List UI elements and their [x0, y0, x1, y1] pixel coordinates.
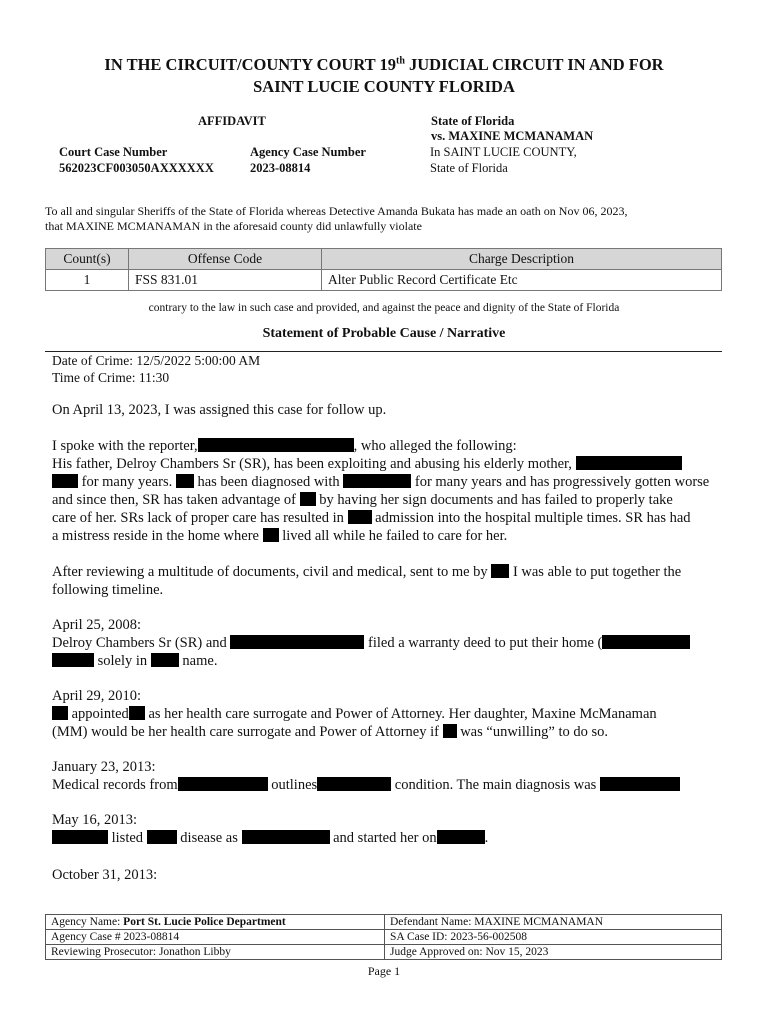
time-of-crime: Time of Crime: 11:30: [52, 370, 170, 385]
charges-table: [45, 248, 722, 291]
redaction: [242, 830, 330, 844]
table-row: [46, 915, 722, 930]
offense-code-header: Offense Code: [129, 249, 322, 270]
section-divider: [45, 351, 722, 352]
affidavit-label: AFFIDAVIT: [198, 114, 266, 128]
timeline-2008-line1: Delroy Chambers Sr (SR) and filed a warranty deed to put their home (: [52, 634, 690, 653]
narrative-p2-line5: care of her. SRs lack of proper care has resulted in admission into the hospital multiple times. SR has had: [52, 510, 691, 526]
state-line1: State of Florida: [431, 114, 515, 128]
timeline-2013-may-line1: listed disease as and started her on .: [52, 829, 488, 848]
section-title: Statement of Probable Cause / Narrative: [262, 326, 506, 341]
redaction: [443, 724, 457, 738]
date-of-crime: Date of Crime: 12/5/2022 5:00:00 AM: [52, 353, 261, 368]
timeline-date-2013-may: May 16, 2013:: [52, 812, 137, 828]
narrative-p2-line6: a mistress reside in the home where lived all while he failed to care for her.: [52, 528, 508, 544]
table-row: [46, 945, 722, 960]
charge-description-cell: Alter Public Record Certificate Etc: [322, 270, 722, 291]
timeline-date-2008: April 25, 2008:: [52, 617, 142, 633]
timeline-date-2010: April 29, 2010:: [52, 688, 142, 704]
state-line3: In SAINT LUCIE COUNTY,: [430, 145, 577, 159]
redaction: [129, 706, 145, 720]
judge-approved-cell: Judge Approved on: Nov 15, 2023: [385, 945, 722, 960]
redaction: [176, 474, 194, 488]
table-row: [46, 930, 722, 945]
table-row: [46, 270, 722, 291]
redaction: [178, 777, 268, 791]
intro-line1: To all and singular Sheriffs of the State of Florida whereas Detective Amanda Bukata has made an oath on Nov 06, 2023,: [45, 204, 628, 218]
court-case-label: Court Case Number: [59, 145, 168, 159]
narrative-p3-line1: After reviewing a multitude of documents, civil and medical, sent to me by I was able to put together the: [52, 564, 682, 580]
contrary-text: contrary to the law in such case and provided, and against the peace and dignity of the State of Florida: [148, 302, 620, 314]
redaction: [576, 456, 682, 470]
timeline-date-2013-oct: October 31, 2013:: [52, 867, 158, 883]
narrative-p2-line2: His father, Delroy Chambers Sr (SR), has been exploiting and abusing his elderly mother,: [52, 455, 682, 474]
narrative-p2-line4: and since then, SR has taken advantage of by having her sign documents and has failed to properly take: [52, 492, 673, 508]
agency-case-cell: Agency Case # 2023-08814: [46, 930, 385, 945]
timeline-2013-jan-line1: Medical records from outlines condition. The main diagnosis was: [52, 776, 680, 795]
agency-name-cell: Agency Name: Port St. Lucie Police Department: [46, 915, 385, 930]
timeline-2010-line1: appointed as her health care surrogate and Power of Attorney. Her daughter, Maxine McManaman: [52, 705, 657, 724]
redaction: [491, 564, 509, 578]
redaction: [602, 635, 690, 649]
redaction: [263, 528, 279, 542]
count-cell: 1: [46, 270, 129, 291]
agency-case-label: Agency Case Number: [250, 145, 366, 159]
state-line4: State of Florida: [430, 161, 508, 175]
court-title: IN THE CIRCUIT/COUNTY COURT 19th JUDICIAL CIRCUIT IN AND FOR: [104, 55, 664, 74]
narrative-p1: On April 13, 2023, I was assigned this case for follow up.: [52, 402, 387, 418]
redaction: [52, 830, 108, 844]
court-title-line2: SAINT LUCIE COUNTY FLORIDA: [253, 77, 515, 96]
state-line2: vs. MAXINE MCMANAMAN: [431, 129, 594, 143]
court-case-number: 562023CF003050AXXXXXX: [59, 161, 214, 175]
redaction: [600, 777, 680, 791]
prosecutor-cell: Reviewing Prosecutor: Jonathon Libby: [46, 945, 385, 960]
redaction: [198, 438, 354, 452]
defendant-name-cell: Defendant Name: MAXINE MCMANAMAN: [385, 915, 722, 930]
redaction: [52, 653, 94, 667]
footer-table: [45, 914, 722, 960]
agency-case-number: 2023-08814: [250, 161, 311, 175]
redaction: [343, 474, 411, 488]
redaction: [151, 653, 179, 667]
timeline-2008-line2: solely in name.: [52, 652, 217, 671]
redaction: [230, 635, 364, 649]
intro-line2: that MAXINE MCMANAMAN in the aforesaid county did unlawfully violate: [45, 219, 422, 233]
narrative-p3-line2: following timeline.: [52, 582, 164, 598]
redaction: [147, 830, 177, 844]
charge-description-header: Charge Description: [322, 249, 722, 270]
narrative-p2-line3: for many years. has been diagnosed with for many years and has progressively gotten worse: [52, 473, 709, 492]
offense-code-cell: FSS 831.01: [129, 270, 322, 291]
redaction: [348, 510, 372, 524]
timeline-date-2013-jan: January 23, 2013:: [52, 759, 156, 775]
redaction: [317, 777, 391, 791]
redaction: [437, 830, 485, 844]
timeline-2010-line2: (MM) would be her health care surrogate and Power of Attorney if was “unwilling” to do so.: [52, 724, 609, 740]
page-number: Page 1: [367, 964, 401, 978]
redaction: [52, 706, 68, 720]
redaction: [52, 474, 78, 488]
charges-header-row: [46, 249, 722, 270]
count-header: Count(s): [46, 249, 129, 270]
sa-case-cell: SA Case ID: 2023-56-002508: [385, 930, 722, 945]
redaction: [300, 492, 316, 506]
narrative-p2-line1: I spoke with the reporter, , who alleged the following:: [52, 438, 517, 454]
